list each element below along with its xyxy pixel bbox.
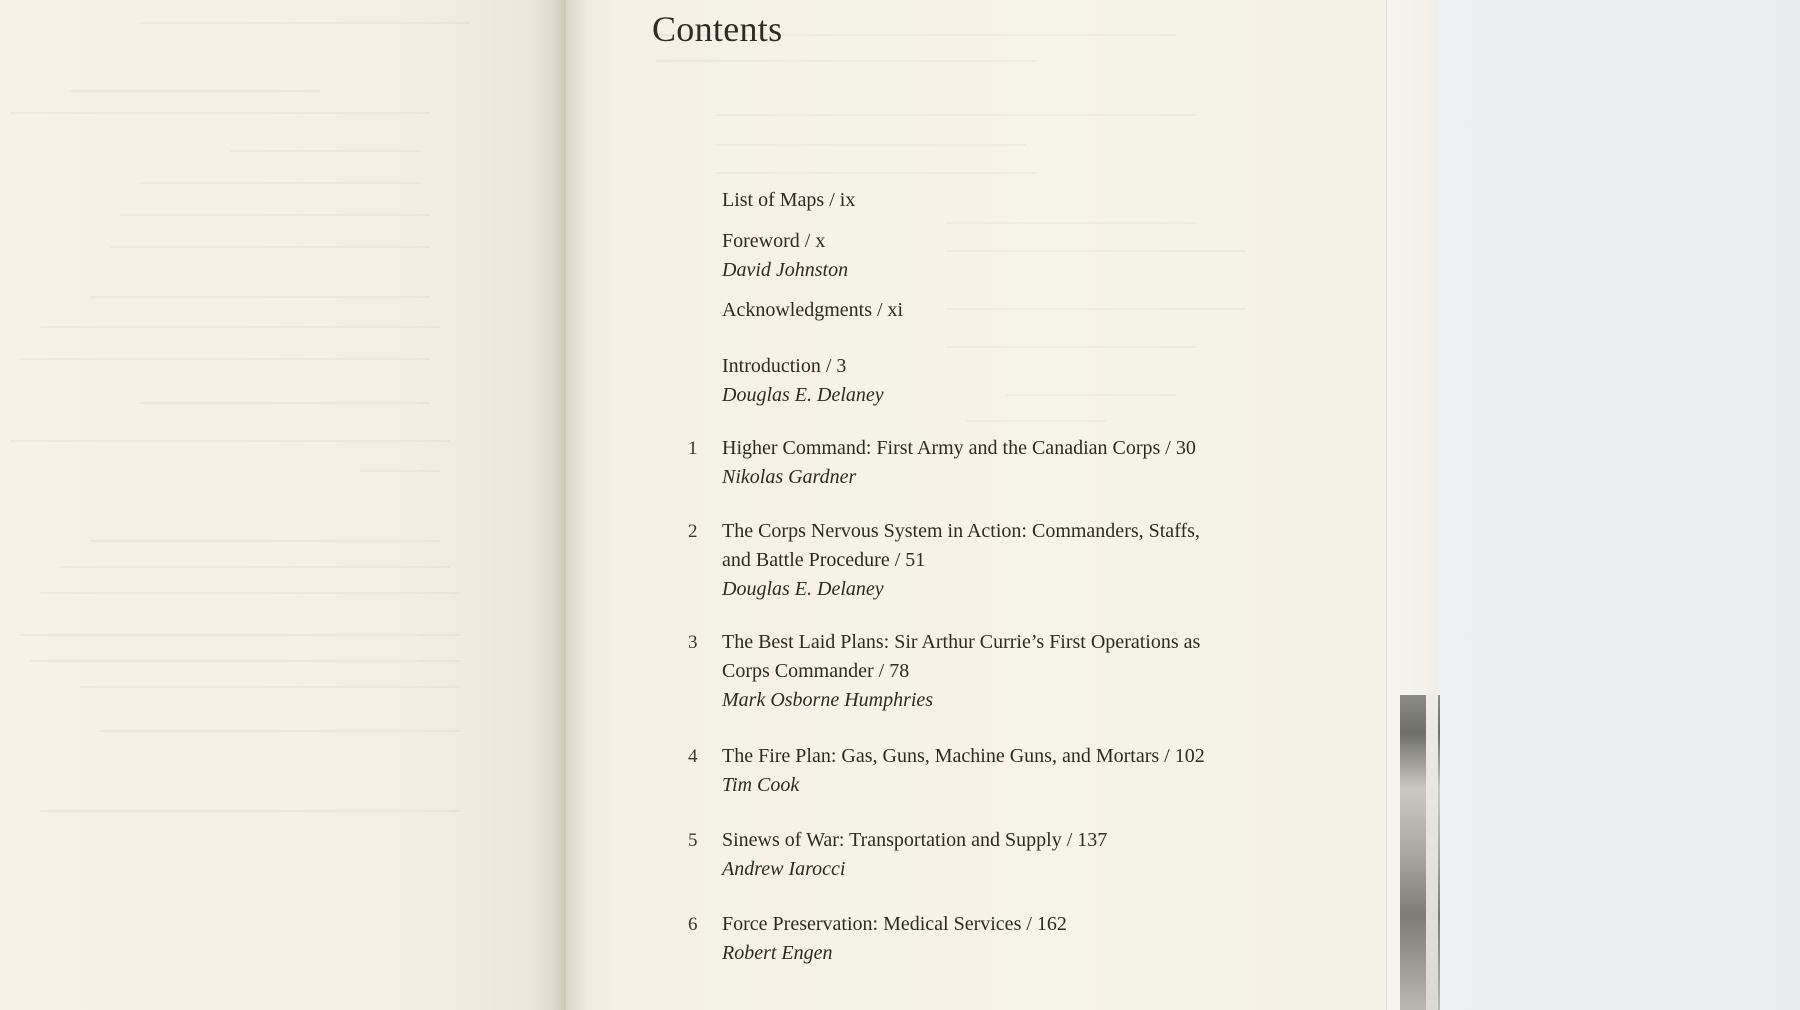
chapter-number: 6 [688, 914, 698, 935]
entry-title: The Corps Nervous System in Action: Commanders, Staffs, [722, 520, 1200, 542]
entry-title: Foreword / x [722, 230, 826, 252]
entry-author: Mark Osborne Humphries [722, 689, 934, 711]
entry-author: Nikolas Gardner [722, 466, 857, 488]
entry-text [722, 517, 1262, 604]
entry-text [722, 826, 1262, 884]
entry-title: The Best Laid Plans: Sir Arthur Currie’s First Operations as [722, 631, 1201, 653]
entry-author: David Johnston [722, 259, 849, 281]
chapter-number: 2 [688, 521, 698, 542]
entry-title: Introduction / 3 [722, 355, 847, 377]
entry-text [722, 352, 1262, 410]
page-title: Contents [652, 9, 783, 49]
entry-title: Higher Command: First Army and the Canadian Corps / 30 [722, 437, 1196, 459]
entry-title-continued: Corps Commander / 78 [722, 660, 910, 682]
entry-text [722, 227, 1262, 285]
chapter-number: 4 [688, 746, 698, 767]
entry-title: Force Preservation: Medical Services / 162 [722, 913, 1067, 935]
entry-text [722, 742, 1262, 800]
entry-title: List of Maps / ix [722, 189, 856, 211]
chapter-number: 1 [688, 438, 698, 459]
entry-text [722, 910, 1262, 968]
entry-author: Douglas E. Delaney [722, 384, 884, 406]
entry-author: Andrew Iarocci [722, 858, 846, 880]
left-page [0, 0, 566, 1010]
entry-text [722, 186, 1262, 215]
entry-text [722, 434, 1262, 492]
entry-title: Acknowledgments / xi [722, 299, 904, 321]
entry-author: Douglas E. Delaney [722, 578, 884, 600]
show-through-text [0, 0, 566, 1010]
entry-text [722, 628, 1262, 715]
entry-author: Robert Engen [722, 942, 833, 964]
entry-title-continued: and Battle Procedure / 51 [722, 549, 926, 571]
entry-title: The Fire Plan: Gas, Guns, Machine Guns, and Mortars / 102 [722, 745, 1205, 767]
chapter-number: 3 [688, 632, 698, 653]
entry-title: Sinews of War: Transportation and Supply / 137 [722, 829, 1108, 851]
book-gutter [552, 0, 588, 1010]
book-edge-block [1400, 695, 1440, 1010]
chapter-number: 5 [688, 830, 698, 851]
entry-text [722, 296, 1262, 325]
entry-author: Tim Cook [722, 774, 800, 796]
